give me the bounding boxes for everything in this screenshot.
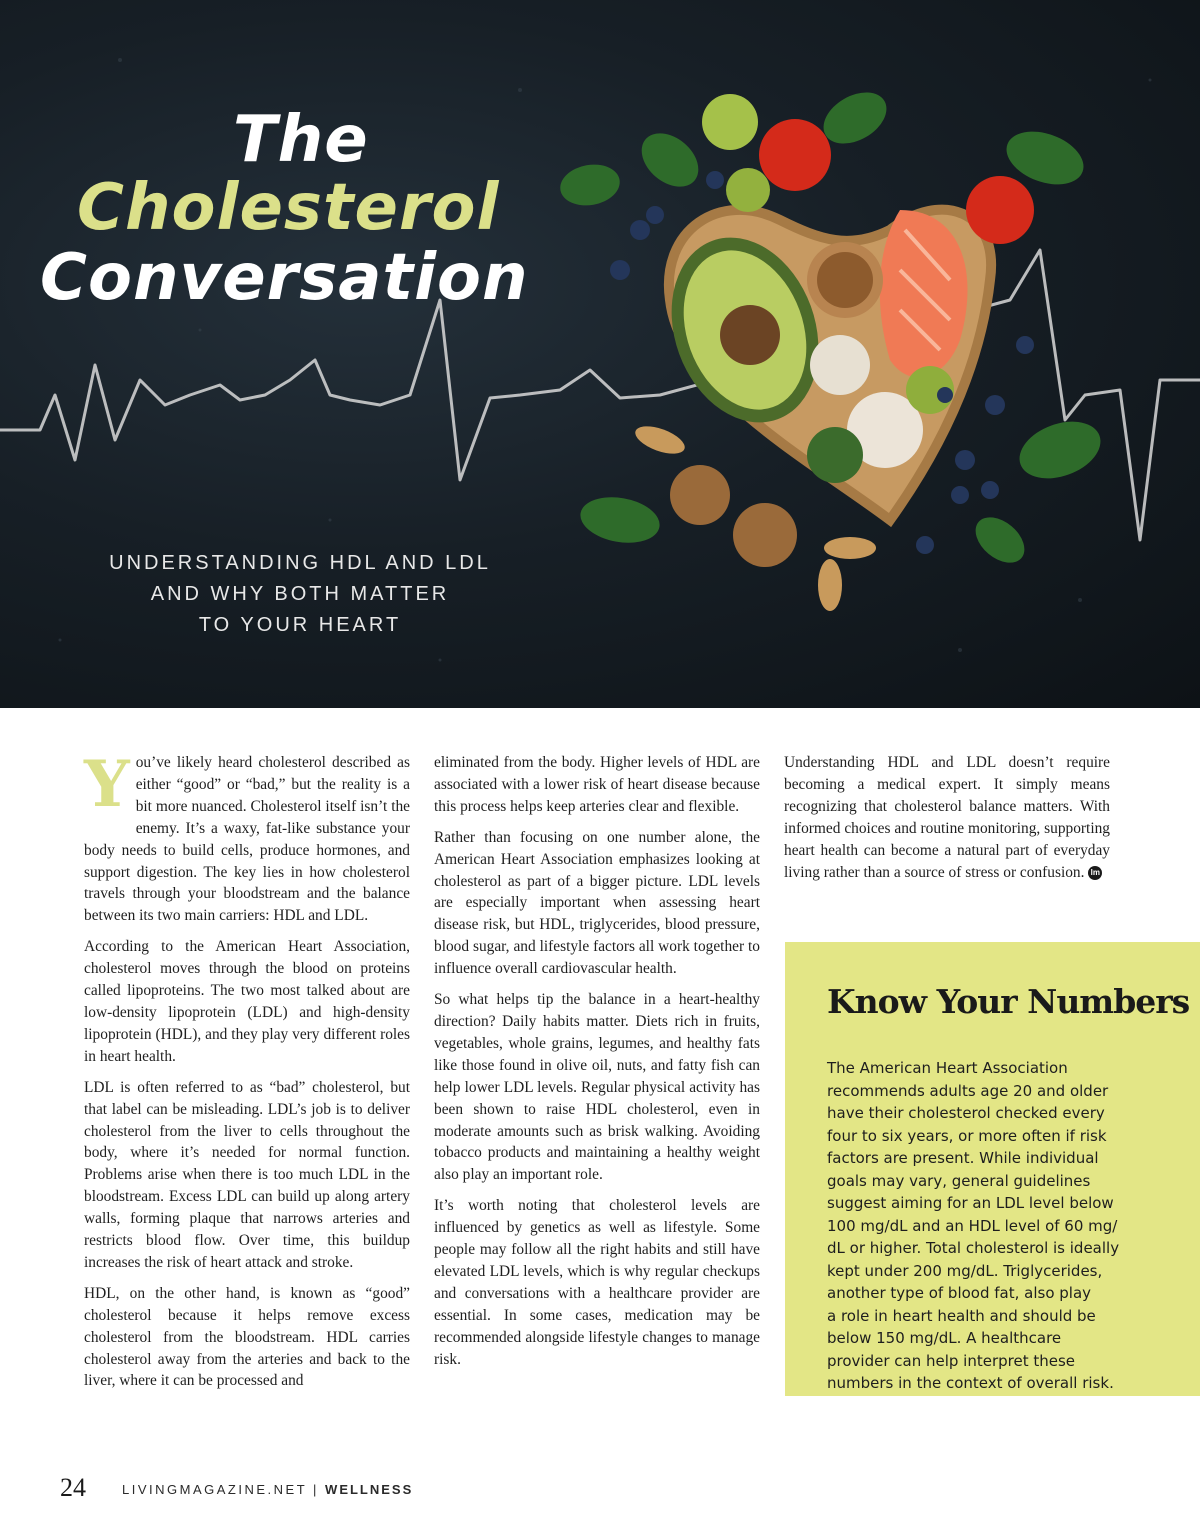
sidebar-line: dL or higher. Total cholesterol is ideally (827, 1239, 1120, 1257)
sidebar-line: four to six years, or more often if risk (827, 1126, 1107, 1145)
article-column-3 (784, 752, 1110, 892)
know-your-numbers-sidebar (785, 942, 1200, 1396)
subtitle-line: TO YOUR HEART (198, 614, 402, 636)
paragraph: It’s worth noting that cholesterol levels are influenced by genetics as well as lifestyle. Some people may follow all the right habits and still have elevated LDL levels, which is why regular checkups and conversations with a healthcare provider are essential. In some cases, medication may be recommended alongside lifestyle changes to manage risk. (434, 1197, 760, 1368)
section-name: WELLNESS (325, 1482, 414, 1497)
site-url[interactable]: LIVINGMAGAZINE.NET (122, 1482, 307, 1497)
sidebar-line: suggest aiming for an LDL level below (827, 1194, 1114, 1212)
sidebar-line: goals may vary, general guidelines (827, 1171, 1091, 1190)
title-line-2: Cholesterol (77, 171, 500, 245)
drop-cap: Y (84, 747, 130, 822)
tomato-icon (759, 119, 831, 191)
hero-subtitle (90, 548, 510, 641)
tomato-icon (966, 176, 1034, 244)
footer-separator: | (313, 1482, 319, 1497)
title-line-3: Conversation (40, 241, 529, 315)
paragraph: Rather than focusing on one number alone, the American Heart Association emphasizes looking at cholesterol as part of a bigger picture. LDL levels are especially important when assessing heart disease risk, but HDL, triglycerides, blood pressure, blood sugar, and lifestyle factors all work together to influence overall cardiovascular health. (434, 828, 760, 978)
sidebar-line: factors are present. While individual (827, 1149, 1099, 1167)
hero-banner (0, 0, 1200, 708)
sidebar-line: another type of blood fat, also play (827, 1284, 1092, 1302)
sidebar-line: have their cholesterol checked every (827, 1104, 1105, 1122)
footer-credit (122, 1482, 413, 1497)
sidebar-line: provider can help interpret these (827, 1351, 1076, 1370)
article-column-1 (84, 747, 410, 1401)
paragraph: eliminated from the body. Higher levels of HDL are associated with a lower risk of heart disease because this process helps keep arteries clear and flexible. (434, 754, 760, 815)
end-mark-icon: lm (1088, 866, 1102, 880)
sidebar-body (827, 1057, 1147, 1395)
page-number: 24 (60, 1473, 86, 1502)
paragraph: HDL, on the other hand, is known as “good” cholesterol because it helps remove excess cholesterol from the bloodstream. HDL carries cholesterol away from the arteries and back to the liver, where it can be processed and (84, 1284, 410, 1390)
subtitle-line: AND WHY BOTH MATTER (150, 583, 450, 605)
sidebar-line: 100 mg/dL and an HDL level of 60 mg/ (827, 1216, 1118, 1235)
sidebar-line: The American Heart Association (827, 1059, 1068, 1077)
sidebar-line: below 150 mg/dL. A healthcare (827, 1329, 1062, 1347)
sidebar-line: recommends adults age 20 and older (827, 1081, 1109, 1100)
paragraph: According to the American Heart Association, cholesterol moves through the blood on proteins called lipoproteins. The two most talked about are low-density lipoprotein (LDL) and high-density lipoprotein (HDL), and they play very different roles in heart health. (84, 938, 410, 1065)
sidebar-line: numbers in the context of overall risk. (827, 1374, 1114, 1392)
sidebar-title: Know Your Numbers (827, 982, 1190, 1021)
paragraph: LDL is often referred to as “bad” cholesterol, but that label can be misleading. LDL’s job is to deliver cholesterol from the liver to cells throughout the body, where it’s needed for normal function. Problems arise when there is too much LDL in the bloodstream. Excess LDL can build up along artery walls, forming plaque that narrows arteries and restricts blood flow. Over time, this buildup increases the risk of heart attack and stroke. (84, 1078, 410, 1271)
sidebar-line: kept under 200 mg/dL. Triglycerides, (827, 1261, 1103, 1280)
paragraph: You’ve likely heard cholesterol described as either “good” or “bad,” but the reality is a bit more nuanced. Cholesterol itself isn’t the enemy. It’s a waxy, fat-like substance your body needs to build cells, produce hormones, and support digestion. The key lies in how cholesterol travels through your bloodstream and the balance between its two main carriers: HDL and LDL. (84, 747, 410, 925)
subtitle-line: UNDERSTANDING HDL AND LDL (109, 552, 491, 574)
title-line-1: The (233, 103, 369, 177)
sidebar-line: a role in heart health and should be (827, 1306, 1096, 1325)
paragraph: Understanding HDL and LDL doesn’t require becoming a medical expert. It simply means recognizing that cholesterol balance matters. With informed choices and routine monitoring, supporting heart health can become a natural part of everyday living rather than a source of stress or confusion. lm (784, 754, 1110, 881)
paragraph: So what helps tip the balance in a heart-healthy direction? Daily habits matter. Diets rich in fruits, vegetables, whole grains, legumes, and healthy fats like those found in olive oil, nuts, and fatty fish can help lower LDL levels. Regular physical activity has been shown to raise HDL cholesterol, even in moderate amounts such as brisk walking. Avoiding tobacco products and maintaining a healthy weight also play an important role. (434, 991, 760, 1184)
article-column-2 (434, 752, 760, 1379)
